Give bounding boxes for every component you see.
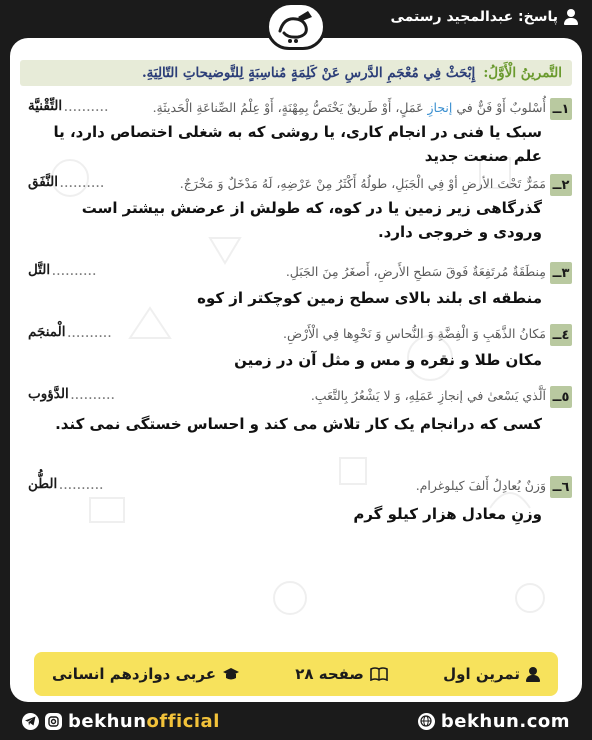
answer-dots: .......... — [60, 179, 105, 190]
website-link[interactable] — [418, 711, 570, 732]
instagram-icon[interactable] — [45, 713, 62, 730]
arabic-definition: مَكانُ الذَّهَبِ وَ الْفِضَّةِ وَ النُّحاسِ وَ نَحْوِها فِي الْأَرْضِ. — [282, 326, 546, 341]
persian-translation: وزنِ معادل هزار کیلو گرم — [353, 505, 542, 523]
answer-word — [28, 324, 112, 340]
brand-accent: official — [146, 710, 220, 732]
exercise-instruction: إِبْحَثْ فِي مُعْجَمِ الدَّرسِ عَنْ كَلِمَةٍ مُناسِبَةٍ لِلتَّوضيحاتِ التّالِيَةِ. — [141, 65, 476, 81]
exercise-card — [10, 38, 582, 702]
exercise-title: التَّمرينُ الْأَوَّلُ: — [483, 65, 562, 81]
persian-translation: مکان طلا و نقره و مس و مثل آن در زمین — [234, 351, 542, 369]
arabic-definition — [153, 100, 546, 115]
book-icon — [370, 667, 388, 681]
answer-word-text: الطُّن — [28, 476, 58, 492]
arabic-definition: وَزنٌ يُعادِلُ أَلفَ كيلوغرام. — [415, 478, 546, 493]
answer-word — [28, 98, 109, 114]
globe-icon — [418, 713, 435, 730]
footer-page — [295, 665, 388, 683]
arabic-definition: مَمَرٌّ تَحْتَ الأرضِ أوْ فِي الْجَبَلِ، طولُهُ أَكْثَرُ مِنْ عَرْضِهِ، لَهُ مَدْخَلٌ وَ مَخْرَجٌ. — [179, 176, 546, 191]
answer-word-text: الْمنجَم — [28, 324, 66, 340]
website-text: bekhun.com — [440, 710, 570, 732]
bottom-bar — [0, 702, 592, 740]
user-icon — [526, 667, 540, 682]
user-icon — [564, 9, 578, 25]
persian-translation: سبک یا فنی در انجام کاری، یا روشی که به شغلی اختصاص دارد، یا علم صنعت جدید — [53, 123, 542, 165]
arabic-definition: اَلَّذي يَسْعىٰ في إنجازِ عَمَلِهِ، وَ لا يَشْعُرُ بِالتَّعَبِ. — [310, 388, 546, 403]
footer-page-label: صفحه ۲۸ — [295, 665, 364, 683]
item-number: ٣ــ — [550, 262, 572, 284]
answer-word — [28, 174, 105, 190]
answer-credit — [390, 9, 578, 25]
arabic-definition: مِنطَقَةٌ مُرتَفِعَةٌ فَوقَ سَطحِ الأَرضِ، أَصغَرُ مِنَ الجَبَلِ. — [285, 264, 546, 279]
item-number: ٦ــ — [550, 476, 572, 498]
answer-word — [28, 386, 116, 402]
answer-word-text: الدَّؤوب — [28, 386, 69, 402]
exercise-header — [20, 60, 572, 86]
footer-exercise — [443, 665, 540, 683]
answer-word-text: التَّل — [28, 262, 51, 278]
graduation-cap-icon — [222, 667, 240, 681]
persian-translation: منطقه ای بلند بالای سطح زمین کوچکتر از کوه — [197, 289, 542, 307]
answer-word — [28, 262, 97, 278]
item-number: ١ــ — [550, 98, 572, 120]
arabic-highlight: إنجازِ — [427, 100, 453, 115]
footer-info-bar — [34, 652, 558, 696]
answer-dots: .......... — [67, 329, 113, 340]
item-number: ٤ــ — [550, 324, 572, 346]
answer-word-text: النَّفَق — [28, 174, 59, 190]
answer-word — [28, 476, 104, 492]
answer-word-text: التِّقْنيَّة — [28, 98, 63, 114]
bekhun-logo-icon — [266, 2, 326, 50]
answer-dots: .......... — [64, 103, 109, 114]
arabic-text-part: أُسْلوبٌ أَوْ فَنٌّ في — [452, 100, 546, 115]
footer-exercise-label: تمرین اول — [443, 665, 520, 683]
arabic-text-part: عَمَلٍ، أَوْ طَريقٌ يَخْتَصُّ بِمِهْنَةٍ، أَوْ عِلْمُ الصِّناعَةِ الْحَديثَةِ. — [152, 100, 428, 115]
telegram-icon[interactable] — [22, 713, 39, 730]
answer-dots: .......... — [70, 391, 116, 402]
persian-translation: گذرگاهی زیر زمین یا در کوه، که طولش از عرضش بیشتر است ورودی و خروجی دارد. — [81, 199, 542, 241]
answer-dots: .......... — [52, 267, 97, 278]
footer-course — [52, 665, 240, 683]
answer-dots: .......... — [59, 481, 105, 492]
item-number: ٢ــ — [550, 174, 572, 196]
footer-course-label: عربی دوازدهم انسانی — [52, 665, 216, 683]
brand-main: bekhun — [68, 710, 147, 732]
persian-translation: کسی که درانجام یک کار تلاش می کند و احساس خستگی نمی کند. — [55, 415, 542, 433]
social-handle[interactable] — [22, 711, 220, 732]
answer-by-text: پاسخ: عبدالمجید رستمی — [390, 9, 558, 25]
item-number: ٥ــ — [550, 386, 572, 408]
